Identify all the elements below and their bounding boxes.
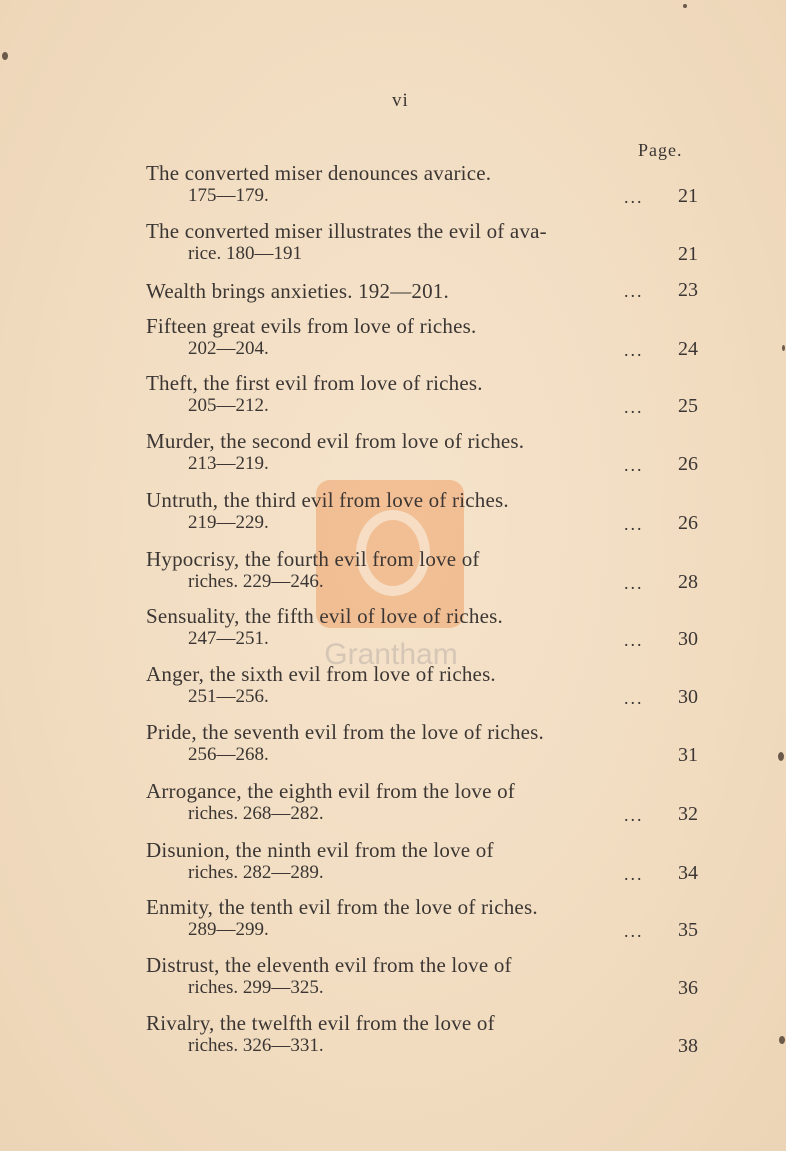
entry-title: Enmity, the tenth evil from the love of riches. (146, 895, 538, 919)
entry-page: 31 (678, 744, 698, 766)
watermark-text: Grantham (324, 638, 458, 671)
entry-title: Untruth, the third evil from love of riches. (146, 488, 509, 512)
entry-title: Distrust, the eleventh evil from the love of (146, 953, 512, 977)
entry-page: 26 (678, 512, 698, 534)
entry-ref: 256—268. (188, 744, 269, 765)
entry-page: 30 (678, 686, 698, 708)
entry-page: 23 (678, 279, 698, 301)
entry-ref: riches. 326—331. (188, 1035, 324, 1056)
toc-entry (140, 604, 710, 654)
entry-title: The converted miser denounces avarice. (146, 161, 492, 185)
entry-leader: ... (624, 864, 644, 884)
entry-ref: 219—229. (188, 512, 269, 533)
entry-leader: ... (624, 340, 644, 360)
entry-ref: riches. 268—282. (188, 803, 324, 824)
entry-leader: ... (624, 573, 644, 593)
entry-page: 30 (678, 628, 698, 650)
entry-page: 25 (678, 395, 698, 417)
entry-title: Arrogance, the eighth evil from the love of (146, 779, 515, 803)
entry-leader: ... (624, 921, 644, 941)
entry-title: Theft, the first evil from love of riches. (146, 371, 483, 395)
toc-entry (140, 662, 710, 712)
entry-ref: 251—256. (188, 686, 269, 707)
entry-ref: 205—212. (188, 395, 269, 416)
entry-ref: riches. 282—289. (188, 862, 324, 883)
entry-page: 21 (678, 243, 698, 265)
entry-ref: 289—299. (188, 919, 269, 940)
entry-ref: 202—204. (188, 338, 269, 359)
entry-leader: ... (624, 397, 644, 417)
paper-speck (782, 345, 785, 351)
entry-leader: ... (624, 805, 644, 825)
entry-leader: ... (624, 688, 644, 708)
entry-title: Sensuality, the fifth evil of love of riches. (146, 604, 503, 628)
paper-speck (2, 52, 8, 60)
entry-title: Anger, the sixth evil from love of riches. (146, 662, 496, 686)
entry-leader: ... (624, 630, 644, 650)
entry-title: Disunion, the ninth evil from the love of (146, 838, 494, 862)
entry-page: 32 (678, 803, 698, 825)
entry-title: Fifteen great evils from love of riches. (146, 314, 477, 338)
paper-speck (779, 1036, 785, 1044)
entry-title: Hypocrisy, the fourth evil from love of (146, 547, 480, 571)
toc-entry (140, 547, 710, 597)
toc-entry (140, 1011, 710, 1061)
entry-title: Murder, the second evil from love of riches. (146, 429, 525, 453)
entry-title: Pride, the seventh evil from the love of riches. (146, 720, 544, 744)
entry-page: 21 (678, 185, 698, 207)
toc-entry (140, 488, 710, 538)
toc-entry (140, 838, 710, 888)
entry-title: The converted miser illustrates the evil of ava- (146, 219, 547, 243)
toc-entry (140, 895, 710, 945)
toc-entry (140, 779, 710, 829)
entry-leader: ... (624, 187, 644, 207)
toc-entry (140, 254, 710, 304)
entry-ref: 213—219. (188, 453, 269, 474)
entry-ref: riches. 229—246. (188, 571, 324, 592)
entry-ref: 247—251. (188, 628, 269, 649)
paper-speck (778, 752, 784, 761)
toc-entry (140, 720, 710, 770)
entry-title: Rivalry, the twelfth evil from the love of (146, 1011, 495, 1035)
entry-leader: ... (624, 514, 644, 534)
entry-ref: riches. 299—325. (188, 977, 324, 998)
toc-entry (140, 314, 710, 364)
entry-ref: 175—179. (188, 185, 269, 206)
toc-entry (140, 953, 710, 1003)
entry-page: 34 (678, 862, 698, 884)
entry-page: 28 (678, 571, 698, 593)
page-number: vi (392, 90, 409, 111)
paper-speck (683, 4, 687, 8)
entry-ref: rice. 180—191 (188, 243, 302, 264)
entry-page: 35 (678, 919, 698, 941)
page-column-heading: Page. (638, 140, 683, 160)
entry-page: 36 (678, 977, 698, 999)
toc-entry (140, 371, 710, 421)
toc-entry (140, 161, 710, 211)
entry-leader: ... (624, 455, 644, 475)
entry-title: Wealth brings anxieties. 192—201. (146, 279, 449, 303)
entry-page: 38 (678, 1035, 698, 1057)
entry-leader: ... (624, 281, 644, 301)
toc-entry (140, 429, 710, 479)
entry-page: 24 (678, 338, 698, 360)
entry-page: 26 (678, 453, 698, 475)
